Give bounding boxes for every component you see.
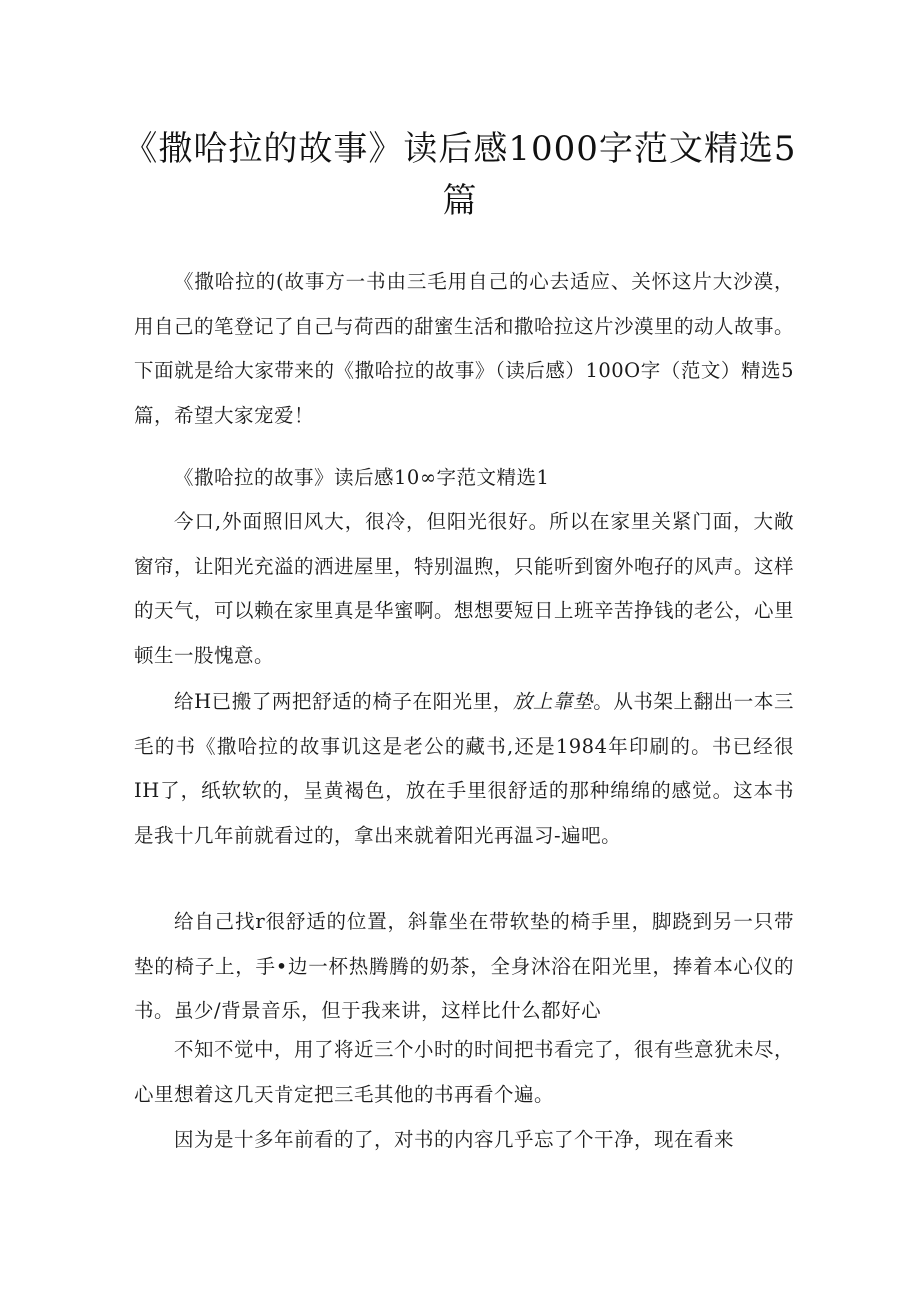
paragraph-1: 今口,外面照旧风大，很冷，但阳光很好。所以在家里关紧门面，大敞窗帘，让阳光充溢的洒进屋里，特别温煦，只能听到窗外咆孖的风声。这样的天气，可以赖在家里真是华蜜啊。想想要短日上班辛苦挣钱的老公，心里顿生一股愧意。 xyxy=(134,510,795,667)
paragraph-4: 不知不觉中，用了将近三个小时的时间把书看完了，很有些意犹未尽，心里想着这几天肯定把三毛其他的书再看个遍。 xyxy=(134,1038,795,1106)
title-line-1: 《撒哈拉的故事》读后感1000字范文精选5 xyxy=(123,129,797,169)
paragraph-2 xyxy=(134,680,794,858)
section-heading: 《撒哈拉的故事》读后感10∞字范文精选1 xyxy=(174,466,550,489)
paragraph-3: 给自己找r很舒适的位置，斜靠坐在带软垫的椅手里，脚跷到另一只带垫的椅子上，手•边一杯热腾腾的奶茶，全身沐浴在阳光里，捧着本心仪的书。虽少/背景音乐，但于我来讲，这样比什么都好心 xyxy=(134,910,794,1022)
paragraph-2-text-a: 给H已搬了两把舒适的椅子在阳光里， xyxy=(174,690,513,713)
paragraph-5: 因为是十多年前看的了，对书的内容几乎忘了个干净，现在看来 xyxy=(174,1128,735,1151)
paragraph-2-text-b: 。从书架上翻出一本三毛的书《撒哈拉的故事讥这是老公的藏书,还是1984年印刷的。书已经很IH了，纸软软的，呈黄褐色，放在手里很舒适的那种绵绵的感觉。这本书是我十几年前就看过的，拿出来就着阳光再温习-遍吧。 xyxy=(134,690,794,847)
title-line-2: 篇 xyxy=(442,181,478,221)
paragraph-2-italic: 放上靠垫 xyxy=(512,690,594,713)
intro-paragraph: 《撒哈拉的(故事方一书由三毛用自己的心去适应、关怀这片大沙漠，用自己的笔登记了自己与荷西的甜蜜生活和撒哈拉这片沙漠里的动人故事。下面就是给大家带来的《撒哈拉的故事》（读后感）100O字（范文）精选5篇，希望大家宠爱！ xyxy=(134,270,795,427)
